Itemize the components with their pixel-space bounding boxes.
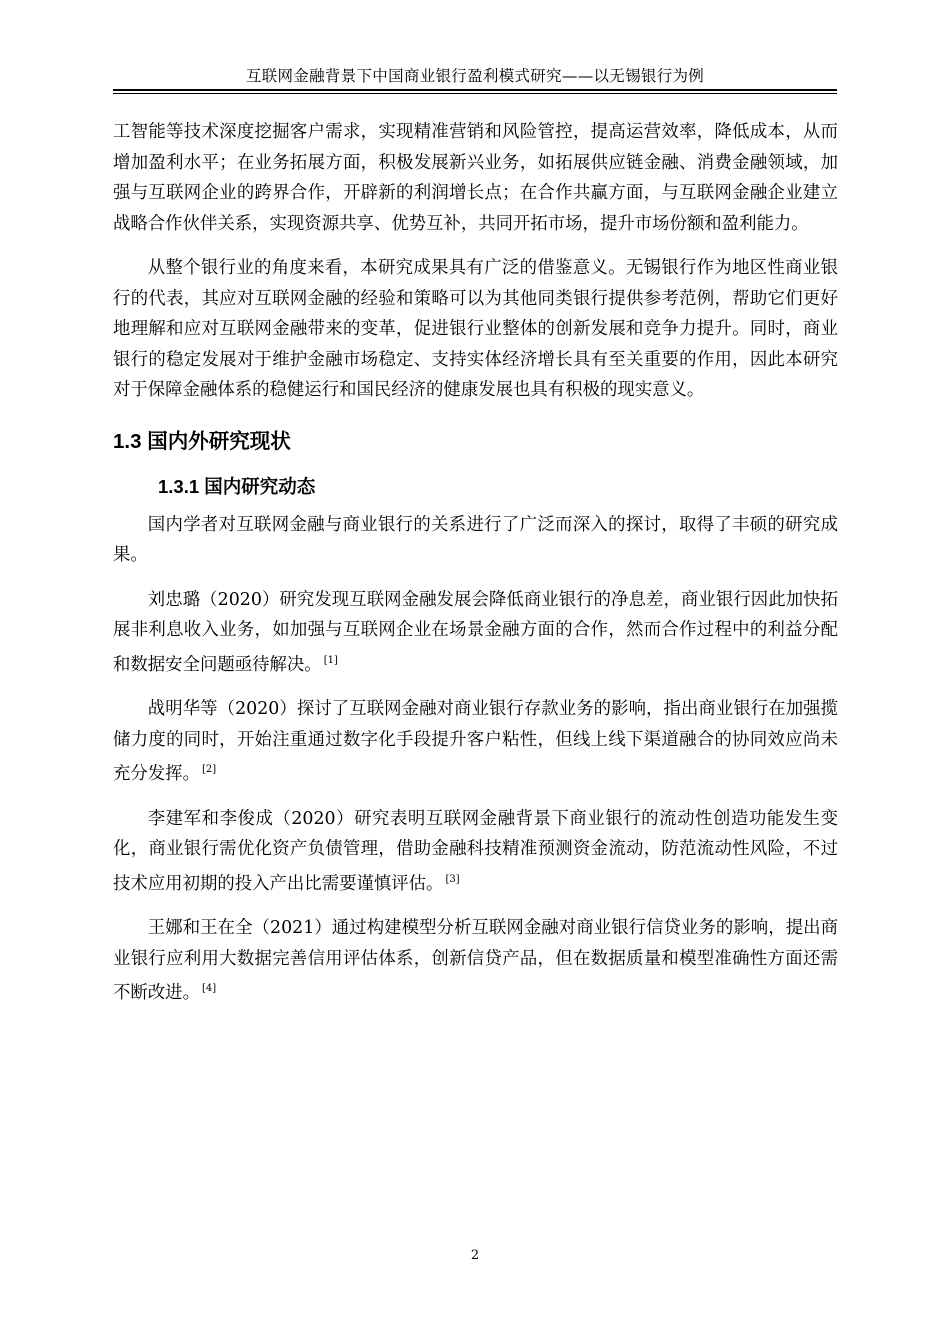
- page-body: [113, 117, 838, 1023]
- citation-marker: [3]: [445, 873, 460, 885]
- citation-marker: [4]: [201, 983, 217, 994]
- header-rule-thick: [113, 89, 837, 91]
- citation-marker: [1]: [323, 654, 338, 666]
- subsection-heading: 1.3.1 国内研究动态: [158, 475, 316, 497]
- page-number: 2: [470, 1248, 480, 1263]
- paragraph-ref-1: [113, 585, 838, 681]
- section-heading: 1.3 国内外研究现状: [113, 429, 291, 453]
- running-header: 互联网金融背景下中国商业银行盈利模式研究——以无锡银行为例: [245, 67, 705, 85]
- header-rule-thin: [113, 93, 837, 94]
- paragraph-significance: 从整个银行业的角度来看，本研究成果具有广泛的借鉴意义。无锡银行作为地区性商业银行的代表，其应对互联网金融的经验和策略可以为其他同类银行提供参考范例，帮助它们更好地理解和应对互联网金融带来的变革，促进银行业整体的创新发展和竞争力提升。同时，商业银行的稳定发展对于维护金融市场稳定、支持实体经济增长具有至关重要的作用，因此本研究对于保障金融体系的稳健运行和国民经济的健康发展也具有积极的现实意义。: [113, 258, 838, 400]
- paragraph-ref-2: [113, 694, 838, 790]
- paragraph-text: 王娜和王在全（2021）通过构建模型分析互联网金融对商业银行信贷业务的影响，提出商业银行应利用大数据完善信用评估体系，创新信贷产品，但在数据质量和模型准确性方面还需不断改进。: [113, 918, 838, 1003]
- paragraph-ref-3: [113, 804, 838, 900]
- citation-marker: [2]: [201, 764, 217, 775]
- paragraph-continued: 工智能等技术深度挖掘客户需求，实现精准营销和风险管控，提高运营效率，降低成本，从而增加盈利水平；在业务拓展方面，积极发展新兴业务，如拓展供应链金融、消费金融领域，加强与互联网企业的跨界合作，开辟新的利润增长点；在合作共赢方面，与互联网金融企业建立战略合作伙伴关系，实现资源共享、优势互补，共同开拓市场，提升市场份额和盈利能力。: [113, 122, 838, 234]
- paragraph-text: 刘忠璐（2020）研究发现互联网金融发展会降低商业银行的净息差，商业银行因此加快拓展非利息收入业务，如加强与互联网企业在场景金融方面的合作，然而合作过程中的利益分配和数据安全问题亟待解决。: [113, 589, 838, 675]
- paragraph-ref-4: [113, 913, 838, 1009]
- paragraph-text: 战明华等（2020）探讨了互联网金融对商业银行存款业务的影响，指出商业银行在加强揽储力度的同时，开始注重通过数字化手段提升客户粘性，但线上线下渠道融合的协同效应尚未充分发挥。: [113, 699, 838, 784]
- paragraph-intro: 国内学者对互联网金融与商业银行的关系进行了广泛而深入的探讨，取得了丰硕的研究成果。: [113, 514, 838, 565]
- paragraph-text: 李建军和李俊成（2020）研究表明互联网金融背景下商业银行的流动性创造功能发生变化，商业银行需优化资产负债管理，借助金融科技精准预测资金流动，防范流动性风险，不过技术应用初期的投入产出比需要谨慎评估。: [113, 808, 838, 894]
